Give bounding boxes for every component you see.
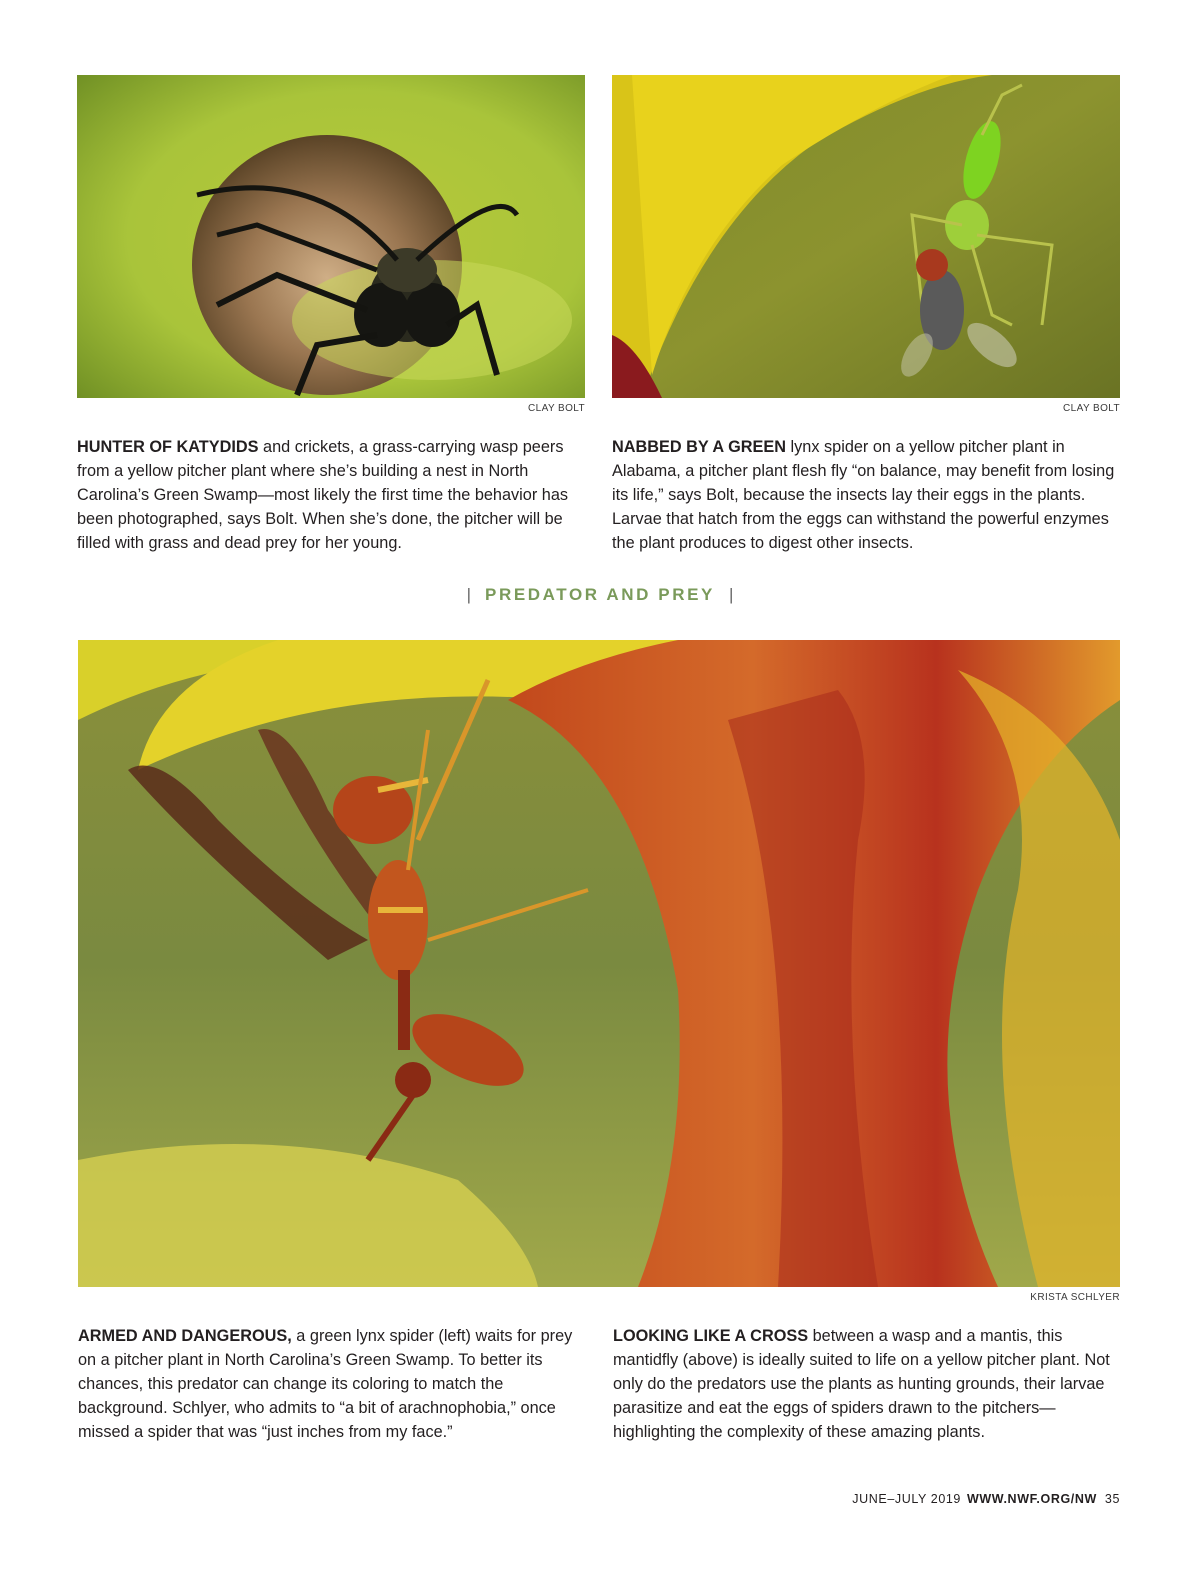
caption-body: a green lynx spider (left) waits for prey on a pitcher plant in North Carolina’s Green Swamp. To better its chances, this predator can change its coloring to match the background. Schlyer, who admits to “a bit of arachnophobia,” once missed a spider that was “just inches from my face.” (78, 1327, 573, 1441)
caption-bottom-left (78, 1324, 588, 1444)
caption-top-right (612, 435, 1120, 555)
footer-issue-date: JUNE–JULY 2019 (852, 1492, 961, 1506)
caption-lead: NABBED BY A GREEN (612, 438, 786, 456)
page-footer (852, 1492, 1120, 1506)
photo-credit-spider: CLAY BOLT (1063, 403, 1120, 414)
caption-lead: HUNTER OF KATYDIDS (77, 438, 259, 456)
photo-spider-with-fly (612, 75, 1120, 398)
caption-body: between a wasp and a mantis, this mantidfly (above) is ideally suited to life on a yellow pitcher plant. Not only do the predators use the plants as hunting grounds, their larvae parasitize and eat the eggs of spiders drawn to the pitchers—highlighting the complexity of these amazing plants. (613, 1327, 1110, 1441)
caption-lead: LOOKING LIKE A CROSS (613, 1327, 809, 1345)
photo-credit-wasp: CLAY BOLT (528, 403, 585, 414)
caption-bottom-right (613, 1324, 1123, 1444)
caption-top-left (77, 435, 585, 555)
photo-credit-mantidfly: KRISTA SCHLYER (1030, 1292, 1120, 1303)
caption-lead: ARMED AND DANGEROUS, (78, 1327, 292, 1345)
photo-wasp-in-pitcher (77, 75, 585, 398)
section-divider-left: | (466, 585, 472, 604)
footer-url: WWW.NWF.ORG/NW (966, 1492, 1097, 1506)
section-title: PREDATOR AND PREY (485, 585, 715, 604)
caption-body: lynx spider on a yellow pitcher plant in Alabama, a pitcher plant flesh fly “on balance, may benefit from losing its life,” says Bolt, because the insects lay their eggs in the plants. Larvae that hatch from the eggs can withstand the powerful enzymes the plant produces to digest other insects. (612, 438, 1115, 552)
photo-mantidfly (78, 640, 1120, 1287)
section-heading (0, 585, 1200, 605)
caption-body: and crickets, a grass-carrying wasp peers from a yellow pitcher plant where she’s building a nest in North Carolina’s Green Swamp—most likely the first time the behavior has been photographed, says Bolt. When she’s done, the pitcher will be filled with grass and dead prey for her young. (77, 438, 569, 552)
section-divider-right: | (728, 585, 734, 604)
page-number: 35 (1104, 1492, 1120, 1506)
